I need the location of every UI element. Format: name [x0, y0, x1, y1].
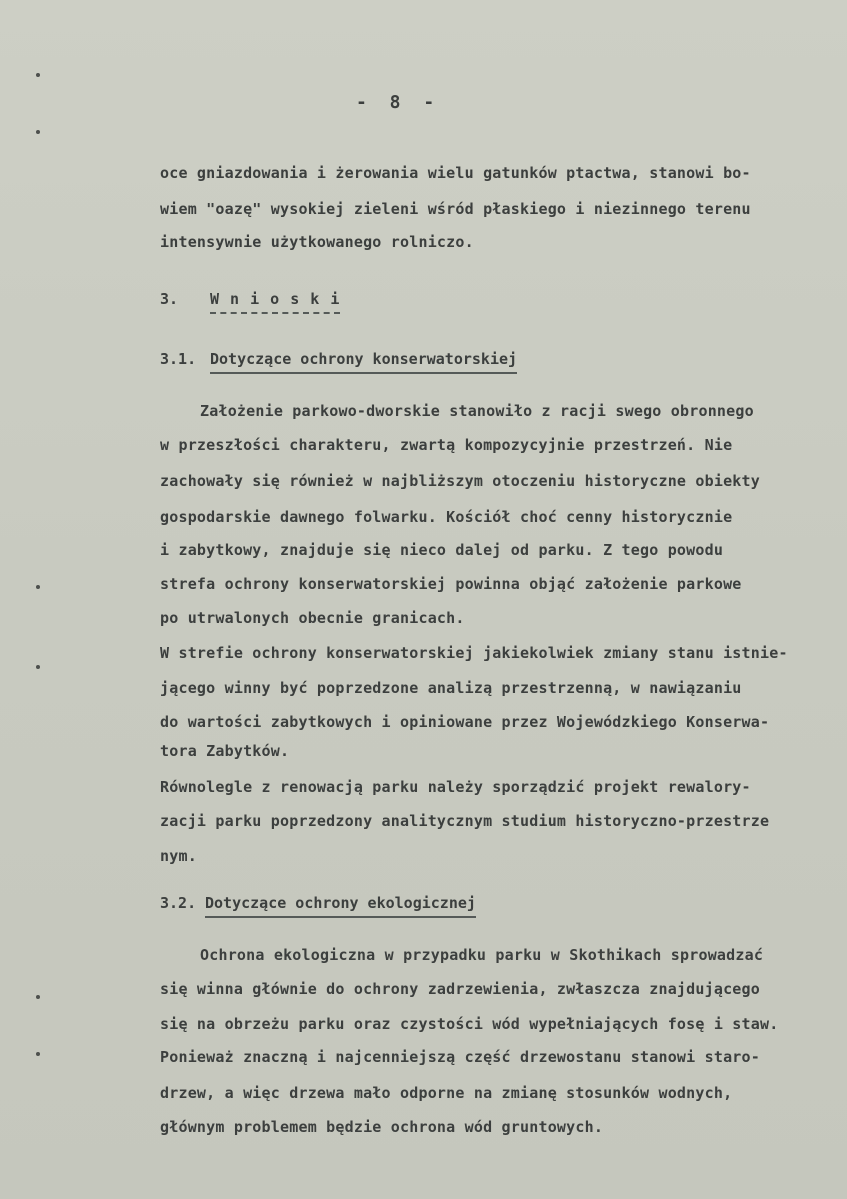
body-line: Ponieważ znaczną i najcenniejszą część drzewostanu stanowi staro-: [160, 1048, 760, 1066]
body-line: intensywnie użytkowanego rolniczo.: [160, 233, 474, 251]
page-number: - 8 -: [356, 92, 441, 113]
body-line: nym.: [160, 847, 197, 865]
body-line: i zabytkowy, znajduje się nieco dalej od parku. Z tego powodu: [160, 541, 724, 559]
section-3-title: W n i o s k i: [210, 290, 340, 314]
body-line: strefa ochrony konserwatorskiej powinna objąć założenie parkowe: [160, 575, 742, 593]
body-line: głównym problemem będzie ochrona wód gruntowych.: [160, 1118, 604, 1136]
body-line: Ochrona ekologiczna w przypadku parku w Skothikach sprowadzać: [200, 946, 764, 964]
section-3-1-number: 3.1.: [160, 350, 197, 368]
section-3-1-title: Dotyczące ochrony konserwatorskiej: [210, 350, 517, 374]
body-line: Założenie parkowo-dworskie stanowiło z racji swego obronnego: [200, 402, 754, 420]
body-line: po utrwalonych obecnie granicach.: [160, 609, 465, 627]
body-line: oce gniazdowania i żerowania wielu gatunków ptactwa, stanowi bo-: [160, 164, 751, 182]
body-line: w przeszłości charakteru, zwartą kompozycyjnie przestrzeń. Nie: [160, 436, 733, 454]
body-line: zacji parku poprzedzony analitycznym studium historyczno-przestrze: [160, 812, 770, 830]
margin-dot: [36, 1052, 40, 1056]
section-3-2-number: 3.2.: [160, 894, 197, 912]
margin-dot: [36, 73, 40, 77]
margin-dot: [36, 995, 40, 999]
body-line: Równolegle z renowacją parku należy sporządzić projekt rewalory-: [160, 778, 751, 796]
margin-dot: [36, 665, 40, 669]
body-line: się winna głównie do ochrony zadrzewienia, zwłaszcza znajdującego: [160, 980, 760, 998]
section-3-number: 3.: [160, 290, 179, 308]
body-line: gospodarskie dawnego folwarku. Kościół choć cenny historycznie: [160, 508, 733, 526]
body-line: wiem "oazę" wysokiej zieleni wśród płaskiego i niezinnego terenu: [160, 200, 751, 218]
body-line: jącego winny być poprzedzone analizą przestrzenną, w nawiązaniu: [160, 679, 742, 697]
margin-dot: [36, 585, 40, 589]
body-line: tora Zabytków.: [160, 742, 290, 760]
body-line: do wartości zabytkowych i opiniowane przez Wojewódzkiego Konserwa-: [160, 713, 770, 731]
body-line: W strefie ochrony konserwatorskiej jakiekolwiek zmiany stanu istnie-: [160, 644, 788, 662]
section-3-2-title: Dotyczące ochrony ekologicznej: [205, 894, 476, 918]
body-line: drzew, a więc drzewa mało odporne na zmianę stosunków wodnych,: [160, 1084, 733, 1102]
body-line: się na obrzeżu parku oraz czystości wód wypełniających fosę i staw.: [160, 1015, 779, 1033]
body-line: zachowały się również w najbliższym otoczeniu historyczne obiekty: [160, 472, 760, 490]
margin-dot: [36, 130, 40, 134]
